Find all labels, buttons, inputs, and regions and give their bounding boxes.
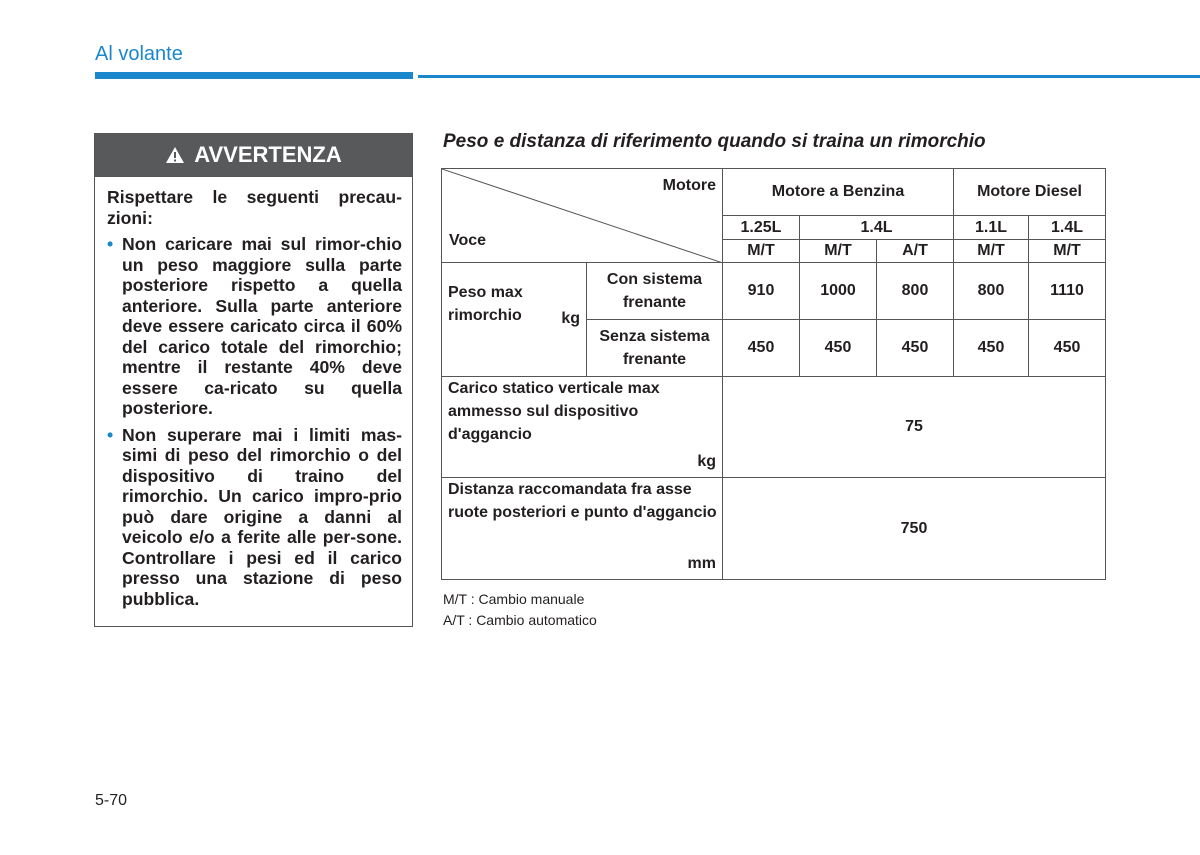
bullet-icon: • bbox=[107, 234, 114, 254]
gearbox-cell: M/T bbox=[723, 240, 800, 263]
gearbox-cell: M/T bbox=[1029, 240, 1106, 263]
value-cell: 450 bbox=[877, 320, 954, 377]
corner-label-motore: Motore bbox=[662, 177, 716, 194]
engine-group-petrol: Motore a Benzina bbox=[723, 169, 954, 216]
value-cell: 1110 bbox=[1029, 263, 1106, 320]
displacement-cell: 1.4L bbox=[800, 216, 954, 240]
warning-bullet-1 bbox=[107, 234, 402, 419]
value-cell: 450 bbox=[1029, 320, 1106, 377]
value-cell: 450 bbox=[800, 320, 877, 377]
row-label-peso-max bbox=[442, 263, 587, 377]
gearbox-cell: M/T bbox=[954, 240, 1029, 263]
warning-bullet-text-2: Non superare mai i limiti mas-simi di peso del rimorchio o del dispositivo di traino del rimorchio. Un carico impro-prio può dare origine a danni al veicolo e/o a ferite alle per-sone. Controllare i pesi ed il carico presso una stazione di peso pubblica. bbox=[122, 424, 402, 609]
value-cell: 800 bbox=[954, 263, 1029, 320]
header-rule-thin bbox=[418, 75, 1200, 78]
corner-label-voce: Voce bbox=[449, 232, 487, 249]
value-cell: 800 bbox=[877, 263, 954, 320]
footnote-mt: M/T : Cambio manuale bbox=[443, 591, 585, 607]
warning-header bbox=[95, 134, 412, 177]
value-cell: 450 bbox=[954, 320, 1029, 377]
displacement-cell: 1.25L bbox=[723, 216, 800, 240]
section-title: Al volante bbox=[95, 43, 183, 65]
header-rule-thick bbox=[95, 72, 413, 79]
unit-label: kg bbox=[561, 310, 580, 327]
warning-bullet-2 bbox=[107, 425, 402, 610]
displacement-cell: 1.1L bbox=[954, 216, 1029, 240]
row-label-distanza bbox=[442, 478, 723, 580]
sublabel-senza-sistema: Senza sistema frenante bbox=[587, 320, 723, 377]
towing-spec-table bbox=[441, 168, 1106, 580]
row-label-carico bbox=[442, 377, 723, 478]
warning-intro: Rispettare le seguenti precau-zioni: bbox=[107, 187, 402, 228]
warning-triangle-icon bbox=[165, 146, 185, 164]
header-corner-cell bbox=[442, 169, 723, 263]
value-cell: 910 bbox=[723, 263, 800, 320]
peso-max-label-line2: rimorchio bbox=[448, 307, 522, 324]
displacement-cell: 1.4L bbox=[1029, 216, 1106, 240]
gearbox-cell: M/T bbox=[800, 240, 877, 263]
bullet-icon: • bbox=[107, 424, 114, 445]
unit-label: mm bbox=[687, 555, 716, 572]
value-cell: 750 bbox=[723, 478, 1106, 580]
peso-max-label-line1: Peso max bbox=[448, 284, 523, 301]
sublabel-con-sistema: Con sistema frenante bbox=[587, 263, 723, 320]
table-title: Peso e distanza di riferimento quando si traina un rimorchio bbox=[443, 131, 986, 152]
warning-box bbox=[94, 133, 413, 627]
footnote-at: A/T : Cambio automatico bbox=[443, 612, 597, 628]
value-cell: 75 bbox=[723, 377, 1106, 478]
carico-label: Carico statico verticale max ammesso sul dispositivo d'aggancio bbox=[448, 380, 660, 443]
warning-body bbox=[95, 177, 412, 609]
footnotes bbox=[443, 589, 597, 631]
page-number: 5-70 bbox=[95, 792, 128, 809]
engine-group-diesel: Motore Diesel bbox=[954, 169, 1106, 216]
value-cell: 1000 bbox=[800, 263, 877, 320]
gearbox-cell: A/T bbox=[877, 240, 954, 263]
warning-bullet-text-1: Non caricare mai sul rimor-chio un peso maggiore sulla parte posteriore rispetto a quella anteriore. Sulla parte anteriore deve essere caricato circa il 60% del carico totale del rimorchio; mentre il restante 40% deve essere ca-ricato su quella posteriore. bbox=[122, 234, 402, 418]
unit-label: kg bbox=[697, 453, 716, 470]
warning-list bbox=[107, 234, 402, 609]
value-cell: 450 bbox=[723, 320, 800, 377]
distanza-label: Distanza raccomandata fra asse ruote posteriori e punto d'aggancio bbox=[448, 481, 717, 521]
warning-title: AVVERTENZA bbox=[194, 142, 342, 167]
